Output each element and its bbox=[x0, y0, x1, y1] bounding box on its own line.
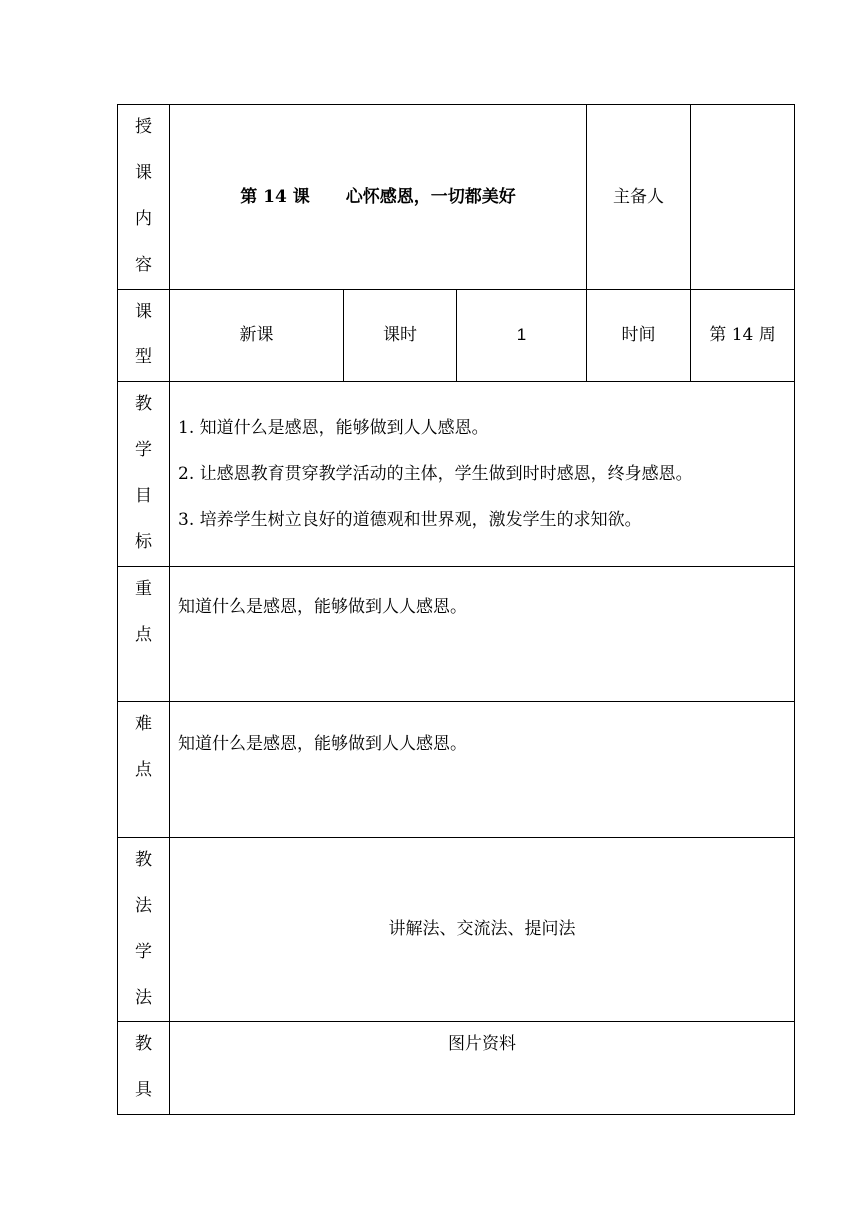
lesson-title: 心怀感恩，一切都美好 bbox=[345, 186, 516, 207]
row-objectives bbox=[118, 382, 795, 567]
objectives-content bbox=[170, 382, 795, 567]
label-key-points: 重 点 bbox=[118, 566, 170, 701]
row-key-points bbox=[118, 566, 795, 701]
time-label: 时间 bbox=[587, 289, 691, 382]
lesson-type-value: 新课 bbox=[170, 289, 344, 382]
objective-item: 2. 让感恩教育贯穿教学活动的主体，学生做到时时感恩，终身感恩。 bbox=[178, 464, 693, 485]
objective-item: 3. 培养学生树立良好的道德观和世界观，激发学生的求知欲。 bbox=[178, 510, 642, 531]
objective-item: 1. 知道什么是感恩，能够做到人人感恩。 bbox=[178, 418, 489, 439]
row-tools bbox=[118, 1022, 795, 1115]
row-methods bbox=[118, 837, 795, 1022]
label-objectives: 教 学 目 标 bbox=[118, 382, 170, 567]
label-tools: 教 具 bbox=[118, 1022, 170, 1115]
lesson-plan-table bbox=[117, 104, 795, 1115]
key-points-text: 知道什么是感恩，能够做到人人感恩。 bbox=[170, 566, 795, 701]
period-value: 1 bbox=[457, 289, 587, 382]
difficulties-text: 知道什么是感恩，能够做到人人感恩。 bbox=[170, 701, 795, 837]
label-lesson-type: 课 型 bbox=[118, 289, 170, 382]
tools-text: 图片资料 bbox=[170, 1022, 795, 1115]
time-value: 第 14 周 bbox=[691, 289, 795, 382]
row-lesson-content bbox=[118, 105, 795, 290]
label-methods: 教 法 学 法 bbox=[118, 837, 170, 1022]
methods-text: 讲解法、交流法、提问法 bbox=[170, 837, 795, 1022]
row-lesson-type bbox=[118, 289, 795, 382]
row-difficulties bbox=[118, 701, 795, 837]
label-difficulties: 难 点 bbox=[118, 701, 170, 837]
label-lesson-content: 授 课 内 容 bbox=[118, 105, 170, 290]
preparer-value bbox=[691, 105, 795, 290]
period-label: 课时 bbox=[344, 289, 457, 382]
lesson-number: 第 14 课 bbox=[240, 186, 310, 207]
lesson-title-cell bbox=[170, 105, 587, 290]
preparer-label: 主备人 bbox=[587, 105, 691, 290]
